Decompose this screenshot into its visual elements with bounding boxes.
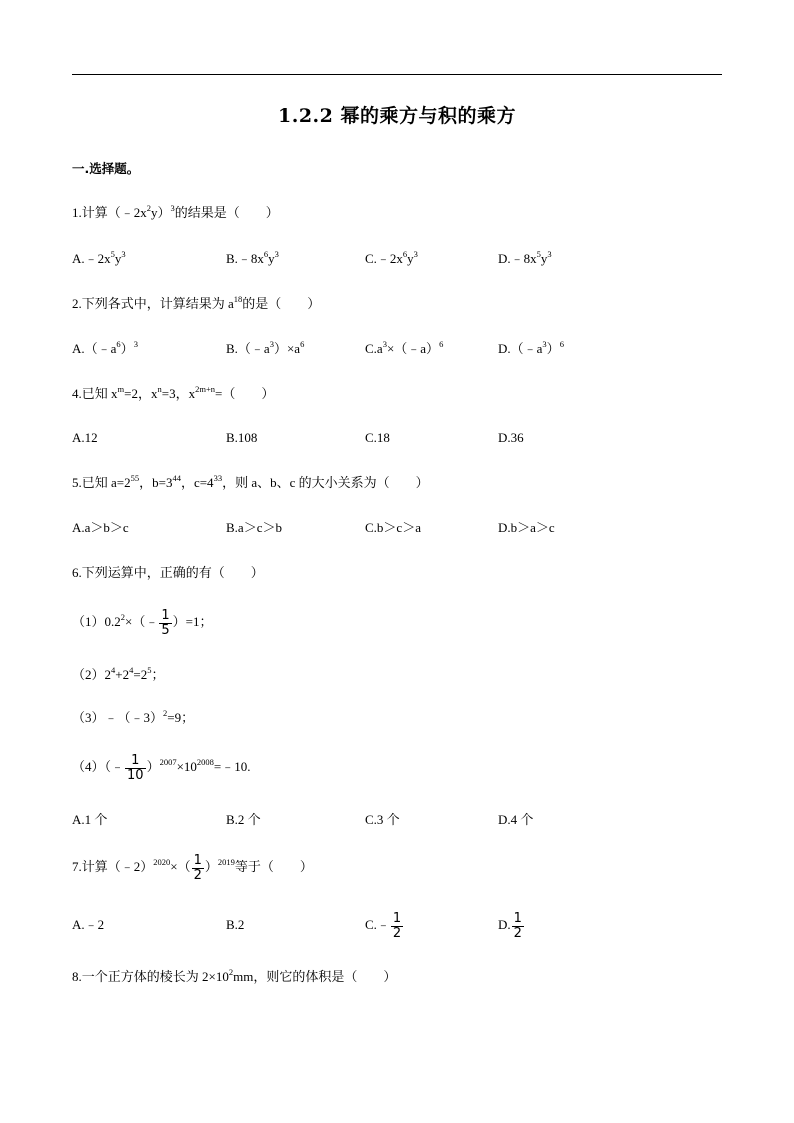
section-heading: 一.选择题。	[72, 161, 140, 176]
question-8-stem: 8.一个正方体的棱长为 $2\times 10^2mm$，则它的体积是（ ）	[72, 967, 397, 984]
question-2-option-c: $C.a^3\times(﹣a)^6$	[365, 339, 444, 356]
question-1-stem: 1.计算$(﹣2x^2y)^3$的结果是（ ）	[72, 203, 279, 220]
header-rule	[72, 74, 722, 75]
question-1-option-c: $C.﹣2x^6y^3$	[365, 249, 418, 266]
question-6-statement-1: $(1)0.2^2\times(﹣$ $\frac{1}{5}$ ）=1；	[72, 607, 213, 638]
question-6-option-d: D.4 个	[498, 812, 534, 827]
question-7-option-c: C.﹣ $\frac{1}{2}$	[365, 910, 402, 941]
question-1-option-d: $D.﹣8x^5y^3$	[498, 249, 552, 266]
question-2-option-a: $A.(﹣a^6)^3$	[72, 339, 138, 356]
question-6-statement-2: $(2)2^4+2^4=2^5$；	[72, 665, 165, 682]
question-1-option-b: $B.﹣8x^6y^3$	[226, 249, 279, 266]
question-6-stem: 6.下列运算中，正确的有（ ）	[72, 565, 264, 580]
question-6-option-c: C.3 个	[365, 812, 400, 827]
question-5-option-b: B.a＞c＞b	[226, 520, 282, 535]
question-4-option-b: B.108	[226, 430, 258, 445]
question-5-option-d: D.b＞a＞c	[498, 520, 555, 535]
question-7-option-a: A.﹣2	[72, 917, 105, 932]
question-5-option-c: C.b＞c＞a	[365, 520, 421, 535]
question-1-option-a: $A.﹣2x^5y^3$	[72, 249, 126, 266]
question-7-stem: 7.计算（﹣2）$^{2020}$×（ $\frac{1}{2}$ ）$^{2019}$等于（ ）	[72, 852, 313, 883]
question-5-option-a: A.a＞b＞c	[72, 520, 129, 535]
fraction: $\frac{1}{2}$	[513, 910, 522, 941]
question-7-option-d: D. $\frac{1}{2}$	[498, 910, 522, 941]
question-2-option-b: $B.(﹣a^3)\times a^6$	[226, 339, 305, 356]
question-2-stem: 2.下列各式中，计算结果为 $a^{18}$的是（ ）	[72, 294, 321, 311]
question-6-option-b: B.2 个	[226, 812, 261, 827]
question-4-option-a: A.12	[72, 430, 98, 445]
question-2-option-d: $D.(﹣a^3)^6$	[498, 339, 564, 356]
fraction: $\frac{1}{5}$	[161, 607, 170, 638]
question-4-option-c: C.18	[365, 430, 390, 445]
question-5-stem: 5.已知 $a=2^{55}$，$b=3^{44}$，$c=4^{33}$，则 a、b、c 的大小关系为（ ）	[72, 473, 429, 490]
question-6-statement-4: （4）（﹣ $\frac{1}{10}$ ）$^{2007}\times 10^{2008}=﹣10$.	[72, 752, 251, 783]
question-4-stem: 4.已知 $x^m=2$，$x^n=3$，$x^{2m+n}=$（ ）	[72, 384, 275, 401]
question-6-option-a: A.1 个	[72, 812, 108, 827]
question-7-option-b: B.2	[226, 917, 245, 932]
question-4-option-d: D.36	[498, 430, 524, 445]
fraction: $\frac{1}{2}$	[392, 910, 402, 941]
question-6-statement-3: （3）﹣（﹣3）$^2$=9；	[72, 708, 195, 725]
fraction: $\frac{1}{10}$	[127, 752, 144, 783]
page-title: 1.2.2 幂的乘方与积的乘方	[277, 105, 516, 127]
fraction: $\frac{1}{2}$	[193, 852, 202, 883]
